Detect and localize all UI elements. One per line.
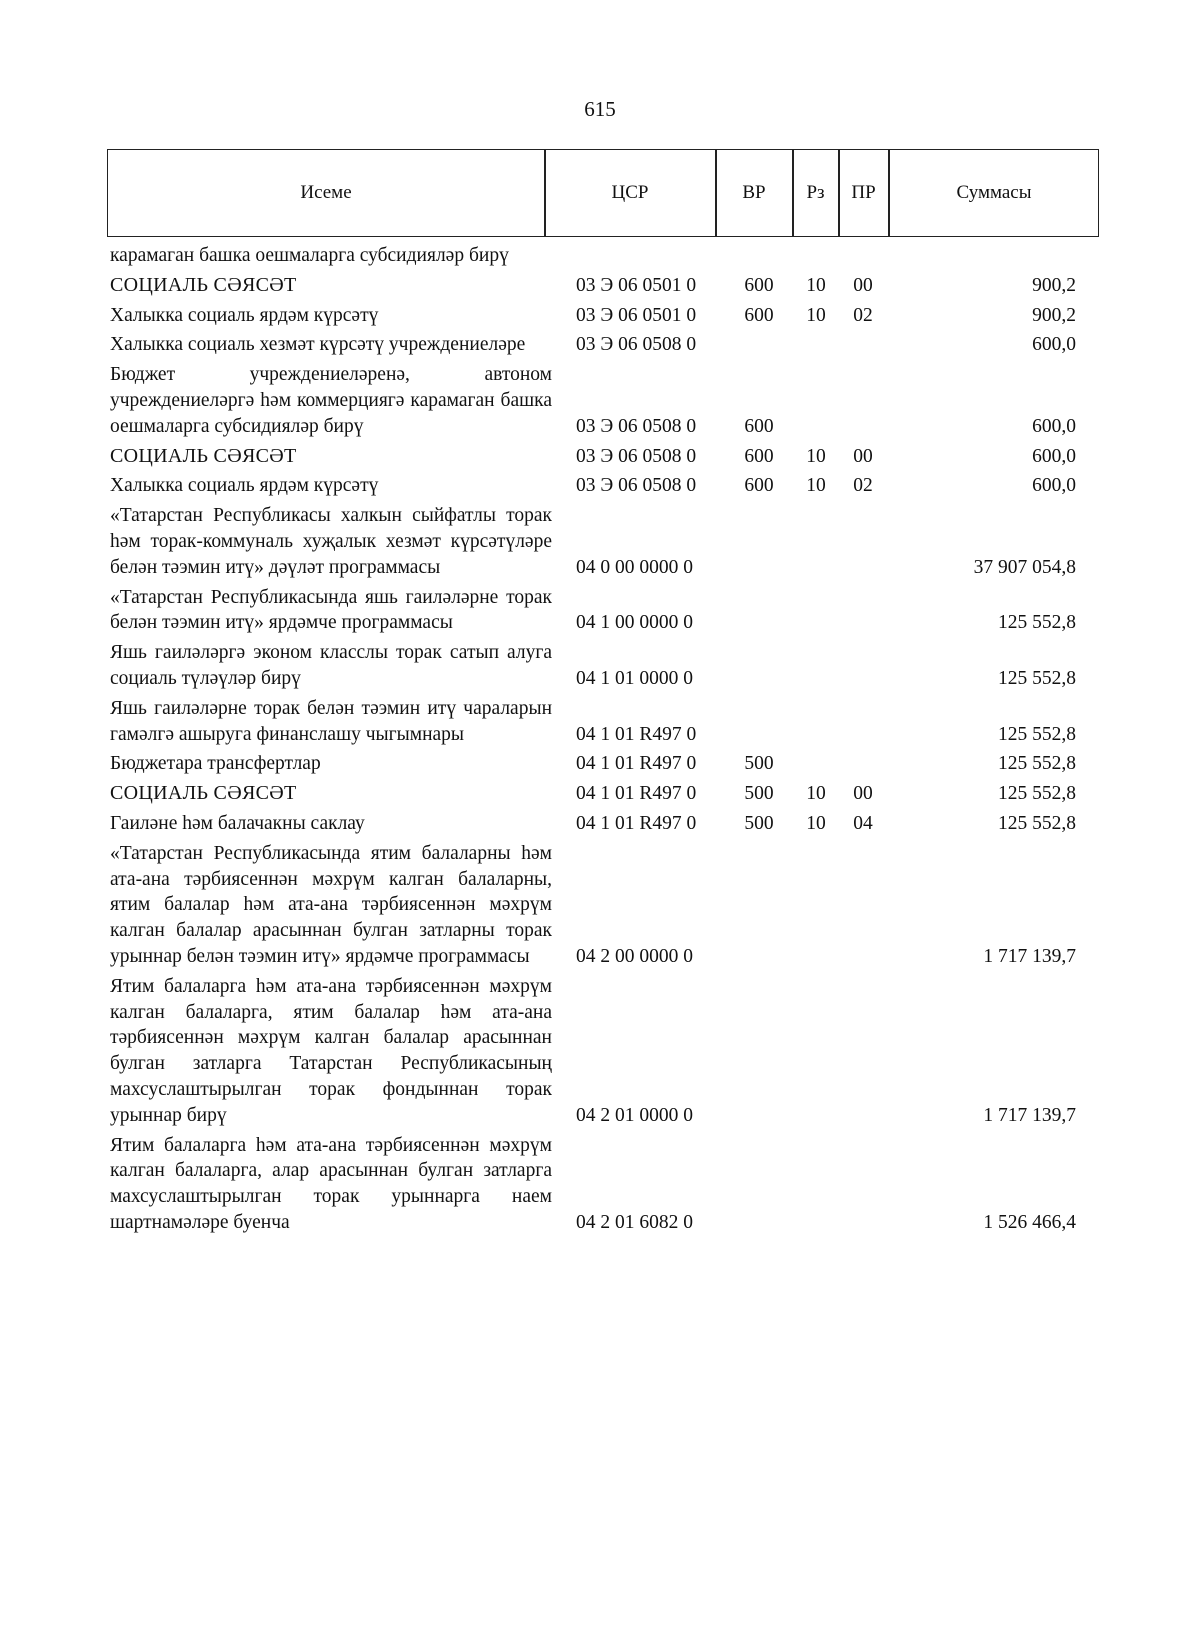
row-sum: 125 552,8 <box>998 753 1076 775</box>
row-rz: 10 <box>806 274 826 296</box>
table-row <box>110 841 1100 970</box>
row-sum: 125 552,8 <box>998 667 1076 689</box>
table-row <box>110 696 1100 748</box>
row-vr: 600 <box>744 274 774 296</box>
row-name: Бюджетара трансфертлар <box>110 753 321 775</box>
row-sum: 37 907 054,8 <box>973 556 1076 578</box>
table-row <box>110 585 1100 637</box>
row-name: «Татарстан Республикасы халкын сыйфатлы торак һәм торак-коммуналь хуҗалык хезмәт күрсәтүләре белән тәэмин итү» дәүләт программасы <box>110 505 552 578</box>
header-csr: ЦСР <box>611 182 649 203</box>
table-row <box>110 751 1100 777</box>
header-name: Исеме <box>300 182 352 203</box>
table-row <box>110 811 1100 837</box>
row-pr: 00 <box>853 445 873 467</box>
row-csr: 04 2 01 6082 0 <box>576 1211 693 1233</box>
table-row <box>110 640 1100 692</box>
row-pr: 04 <box>853 812 873 834</box>
row-csr: 03 Э 06 0508 0 <box>576 475 697 497</box>
header-vr: ВР <box>742 182 766 203</box>
row-name: Ятим балаларга һәм ата-ана тәрбиясеннән мәхрүм калган балаларга, ятим балалар һәм ата-ана тәрбиясеннән мәхрүм калган балалар арасыннан булган затларга Татарстан Республикасының махсуслаштырылган торак фондыннан торак урыннар бирү <box>110 975 552 1126</box>
row-name: СОЦИАЛЬ СӘЯСӘТ <box>110 782 297 805</box>
table-row <box>110 974 1100 1129</box>
table-row <box>110 243 1100 269</box>
row-csr: 04 1 01 R497 0 <box>576 812 697 834</box>
row-csr: 03 Э 06 0508 0 <box>576 334 697 356</box>
row-name: Бюджет учреждениеләренә, автоном учреждениеләргә һәм коммерциягә карамаган башка оешмаларга субсидияләр бирү <box>110 364 552 437</box>
row-sum: 600,0 <box>1032 334 1076 356</box>
row-rz: 10 <box>806 475 826 497</box>
table-body <box>110 243 1100 1240</box>
row-name: карамаган башка оешмаларга субсидияләр бирү <box>110 245 509 266</box>
row-vr: 500 <box>744 753 774 775</box>
row-sum: 125 552,8 <box>998 612 1076 634</box>
table-row <box>110 332 1100 358</box>
row-vr: 600 <box>744 415 774 437</box>
table-row <box>110 303 1100 329</box>
row-csr: 04 1 01 0000 0 <box>576 667 693 689</box>
table-row <box>110 362 1100 439</box>
row-csr: 04 1 00 0000 0 <box>576 612 693 634</box>
row-name: Яшь гаиләләрне торак белән тәэмин итү чараларын гамәлгә ашыруга финанслашу чыгымнары <box>110 697 552 745</box>
row-csr: 04 1 01 R497 0 <box>576 783 697 805</box>
table-row <box>110 444 1100 470</box>
row-sum: 900,2 <box>1032 274 1076 296</box>
row-csr: 04 1 01 R497 0 <box>576 723 697 745</box>
row-name: СОЦИАЛЬ СӘЯСӘТ <box>110 444 297 467</box>
table-header <box>107 149 1099 237</box>
row-name: Гаиләне һәм балачакны саклау <box>110 812 365 834</box>
row-name: «Татарстан Республикасында яшь гаиләләрне торак белән тәэмин итү» ярдәмче программасы <box>110 586 552 634</box>
row-csr: 04 2 01 0000 0 <box>576 1104 693 1126</box>
row-pr: 02 <box>853 475 873 497</box>
row-pr: 00 <box>853 783 873 805</box>
row-sum: 1 717 139,7 <box>983 1104 1076 1126</box>
header-sum: Суммасы <box>956 182 1032 203</box>
row-pr: 02 <box>853 304 873 326</box>
row-sum: 1 526 466,4 <box>983 1211 1076 1233</box>
row-csr: 04 2 00 0000 0 <box>576 945 693 967</box>
row-name: «Татарстан Республикасында ятим балаларны һәм ата-ана тәрбиясеннән мәхрүм калган балаларны, ятим балалар һәм ата-ана тәрбиясеннән мәхрүм калган балалар арасыннан булган затларны торак урыннар белән тәэмин итү» ярдәмче программасы <box>110 842 552 967</box>
row-vr: 500 <box>744 812 774 834</box>
row-name: Ятим балаларга һәм ата-ана тәрбиясеннән мәхрүм калган балаларга, алар арасыннан булган затларга махсуслаштырылган торак урыннарга наем шартнамәләре буенча <box>110 1134 552 1233</box>
row-pr: 00 <box>853 274 873 296</box>
header-pr: ПР <box>851 182 876 203</box>
row-rz: 10 <box>806 304 826 326</box>
row-name: Халыкка социаль ярдәм күрсәтү <box>110 475 379 497</box>
row-sum: 600,0 <box>1032 445 1076 467</box>
row-sum: 125 552,8 <box>998 783 1076 805</box>
table-row <box>110 503 1100 580</box>
row-vr: 600 <box>744 304 774 326</box>
row-csr: 03 Э 06 0501 0 <box>576 304 697 326</box>
row-name: Яшь гаиләләргә эконом класслы торак сатып алуга социаль түләүләр бирү <box>110 642 552 689</box>
row-rz: 10 <box>806 783 826 805</box>
row-name: СОЦИАЛЬ СӘЯСӘТ <box>110 273 297 296</box>
row-name: Халыкка социаль ярдәм күрсәтү <box>110 304 379 326</box>
table-row <box>110 273 1100 299</box>
row-csr: 03 Э 06 0508 0 <box>576 415 697 437</box>
row-csr: 04 0 00 0000 0 <box>576 556 693 578</box>
page-number: 615 <box>584 97 616 121</box>
row-sum: 125 552,8 <box>998 723 1076 745</box>
row-sum: 900,2 <box>1032 304 1076 326</box>
table-row <box>110 781 1100 807</box>
row-csr: 04 1 01 R497 0 <box>576 753 697 775</box>
row-vr: 600 <box>744 475 774 497</box>
header-rz: Рз <box>806 182 825 203</box>
table-row <box>110 473 1100 499</box>
row-vr: 600 <box>744 445 774 467</box>
row-vr: 500 <box>744 783 774 805</box>
row-sum: 1 717 139,7 <box>983 945 1076 967</box>
row-csr: 03 Э 06 0501 0 <box>576 274 697 296</box>
row-sum: 125 552,8 <box>998 812 1076 834</box>
row-rz: 10 <box>806 812 826 834</box>
row-sum: 600,0 <box>1032 475 1076 497</box>
row-csr: 03 Э 06 0508 0 <box>576 445 697 467</box>
row-sum: 600,0 <box>1032 415 1076 437</box>
row-name: Халыкка социаль хезмәт күрсәтү учреждениеләре <box>110 334 526 356</box>
row-rz: 10 <box>806 445 826 467</box>
table-row <box>110 1133 1100 1236</box>
